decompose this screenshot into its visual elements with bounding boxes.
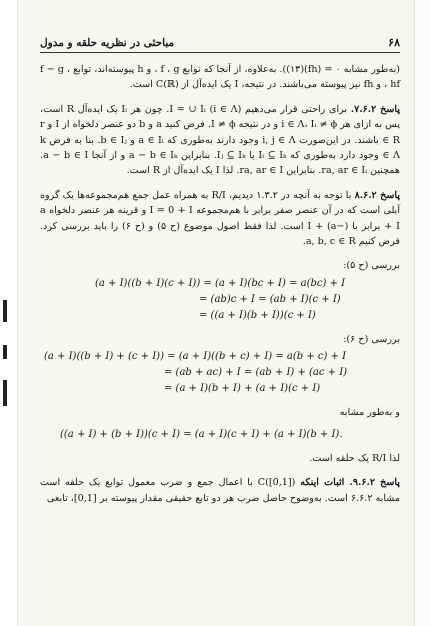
running-title: مباحثی در نظریه حلقه و مدول <box>40 37 175 49</box>
right-margin-strip <box>414 0 430 626</box>
answer-8-6-2 <box>40 188 400 250</box>
page-number: ۶۸ <box>388 36 400 49</box>
paragraph-continuation: (به‌طور مشابه ۰ = (fh)(۱۳)). به‌علاوه، از آنجا که توابع f ، g ، و h پیوسته‌اند، توابع f − g ، hf ، و fh نیز پیوسته می‌باشند. در نتیجه، I یک ایده‌آل از C(ℝ) است. <box>40 64 400 91</box>
page-body <box>40 62 400 515</box>
similarly-label: و به‌طور مشابه <box>339 407 400 419</box>
equation-line: = (a + I)(b + I) + (a + I)(c + I) <box>164 383 321 395</box>
answer-text: برای راحتی قرار می‌دهیم I = ∪ Iᵢ (i ∈ Λ). چون هر Iᵢ یک ایده‌آل R است، پس به ازای هر i ∈ Λ، Iᵢ ≠ ϕ و در نتیجه I ≠ ϕ. فرض کنید a و b دو عنصر دلخواه از I و r ∈ R باشند. در این‌صورت i, j ∈ Λ وجود دارند به‌طوری که a ∈ Iᵢ و b ∈ Iⱼ. بنا به فرض k ∈ Λ وجود دارد به‌طوری که Iᵢ ⊆ Iₖ یا Iⱼ ⊆ Iₖ. بنابراین a − b ∈ Iₖ و از آنجا a − b ∈ I. همچنین ra, ar ∈ Iᵢ. بنابراین ra, ar ∈ I. لذا I یک ایده‌آل از R است. <box>40 103 401 177</box>
equation-similar <box>60 427 400 443</box>
left-margin-strip <box>0 0 18 626</box>
ring-conclusion: لذا R/I یک حلقه است. <box>309 452 400 464</box>
answer-label: پاسخ ۷.۶.۲. <box>350 103 400 115</box>
equation-line: = (ab)c + I = (ab + I)(c + I) <box>199 293 341 305</box>
equation-line: (a + I)((b + I)(c + I)) = (a + I)(bc + I) = a(bc) + I <box>95 277 346 289</box>
answer-text: C([0,1]) با اعمال جمع و ضرب معمول توابع یک حلقه است مشابه ۶.۶.۲ است. به‌وضوح حاصل ضرب هر دو تابع حقیقی مقدار پیوسته بر [0,1]، تابعی <box>40 477 400 504</box>
answer-label: پاسخ ۸.۶.۲ <box>354 189 400 201</box>
equation-line: = (ab + ac) + I = (ab + I) + (ac + I) <box>164 367 348 379</box>
equation-line: ((a + I) + (b + I))(c + I) = (a + I)(c + I) + (a + I)(b + I). <box>60 428 343 440</box>
answer-text: با توجه به آنچه در ۱.۳.۲ دیدیم، R/I به همراه عمل جمع هم‌مجموعه‌ها یک گروه آبلی است که در آن عنصر صفر برابر با هم‌مجموعه I = 0 + I و قرینه هر عنصر دلخواه a + I برابر با (−a) + I است. لذا فقط اصول موضوع (ح ۵) و (ح ۶) را باید بررسی کرد. فرض کنیم a, b, c ∈ R. <box>40 189 401 248</box>
answer-9-6-2 <box>40 475 400 506</box>
page-header <box>40 24 400 53</box>
margin-mark <box>3 345 7 359</box>
check-h6-label: بررسی (ح ۶): <box>343 333 400 345</box>
answer-label: پاسخ ۹.۶.۲. اثبات اینکه <box>300 477 400 489</box>
equation-h5 <box>95 276 400 324</box>
margin-mark <box>3 300 7 322</box>
answer-7-6-2 <box>40 102 400 179</box>
equation-line: = ((a + I)(b + I))(c + I) <box>199 309 316 321</box>
equation-h6 <box>44 349 400 397</box>
equation-line: (a + I)((b + I) + (c + I)) = (a + I)((b + c) + I) = a(b + c) + I <box>44 351 347 363</box>
check-h5-label: بررسی (ح ۵): <box>343 260 400 272</box>
margin-mark <box>3 380 7 406</box>
